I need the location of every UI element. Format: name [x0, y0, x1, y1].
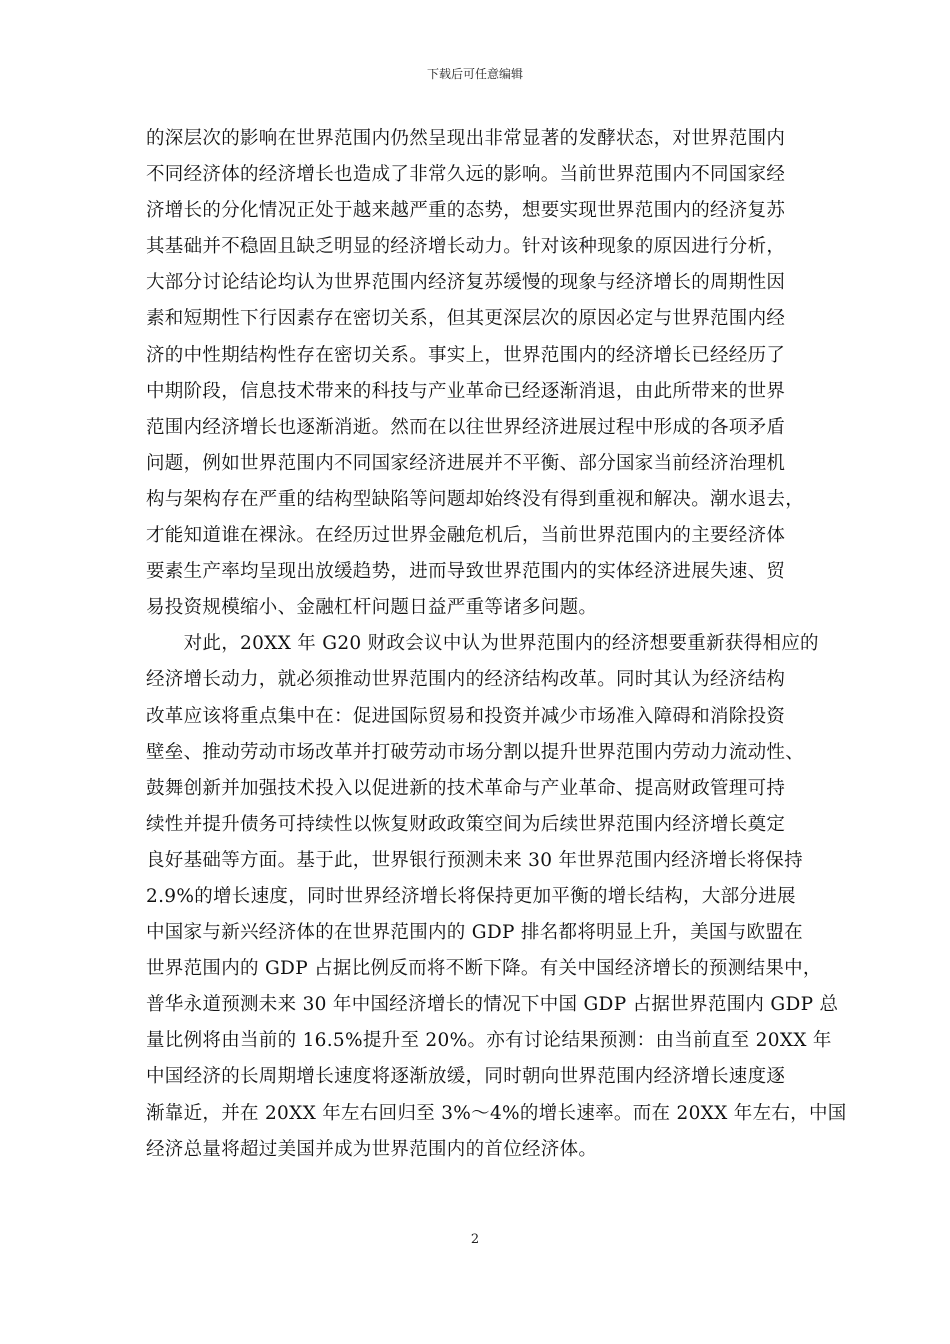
page-header: 下载后可任意编辑 — [426, 67, 523, 81]
text-line: 量比例将由当前的 16.5%提升至 20%。亦有讨论结果预测：由当前直至 20XX 年 — [146, 1030, 832, 1052]
text-line: 其基础并不稳固且缺乏明显的经济增长动力。针对该种现象的原因进行分析， — [146, 236, 786, 258]
text-line: 的深层次的影响在世界范围内仍然呈现出非常显著的发酵状态，对世界范围内 — [146, 128, 786, 149]
text-line: 济的中性期结构性存在密切关系。事实上，世界范围内的经济增长已经经历了 — [146, 344, 786, 366]
text-line: 壁垒、推动劳动市场改革并打破劳动市场分割以提升世界范围内劳动力流动性、 — [146, 741, 805, 763]
text-line: 鼓舞创新并加强技术投入以促进新的技术革命与产业革命、提高财政管理可持 — [146, 777, 786, 799]
text-line: 构与架构存在严重的结构型缺陷等问题却始终没有得到重视和解决。潮水退去， — [146, 488, 805, 510]
page-number: 2 — [470, 1232, 480, 1247]
text-line: 2.9%的增长速度，同时世界经济增长将保持更加平衡的增长结构，大部分进展 — [146, 885, 796, 907]
text-line: 素和短期性下行因素存在密切关系，但其更深层次的原因必定与世界范围内经 — [146, 308, 786, 330]
text-line: 中期阶段，信息技术带来的科技与产业革命已经逐渐消退，由此所带来的世界 — [146, 380, 786, 402]
text-line: 问题，例如世界范围内不同国家经济进展并不平衡、部分国家当前经济治理机 — [146, 452, 786, 474]
text-line: 良好基础等方面。基于此，世界银行预测未来 30 年世界范围内经济增长将保持 — [146, 849, 803, 871]
text-line: 渐靠近，并在 20XX 年左右回归至 3%～4%的增长速率。而在 20XX 年左右，中国 — [146, 1102, 847, 1124]
text-line: 不同经济体的经济增长也造成了非常久远的影响。当前世界范围内不同国家经 — [146, 164, 786, 186]
text-line: 经济增长动力，就必须推动世界范围内的经济结构改革。同时其认为经济结构 — [146, 669, 786, 691]
text-line: 范围内经济增长也逐渐消逝。然而在以往世界经济进展过程中形成的各项矛盾 — [146, 416, 786, 438]
text-line: 经济总量将超过美国并成为世界范围内的首位经济体。 — [146, 1138, 598, 1160]
text-line: 中国家与新兴经济体的在世界范围内的 GDP 排名都将明显上升，美国与欧盟在 — [146, 922, 803, 944]
text-line: 大部分讨论结论均认为世界范围内经济复苏缓慢的现象与经济增长的周期性因 — [146, 272, 786, 294]
text-line: 世界范围内的 GDP 占据比例反而将不断下降。有关中国经济增长的预测结果中， — [146, 958, 822, 980]
text-line: 要素生产率均呈现出放缓趋势，进而导致世界范围内的实体经济进展失速、贸 — [146, 561, 786, 583]
text-line: 普华永道预测未来 30 年中国经济增长的情况下中国 GDP 占据世界范围内 GDP 总 — [146, 994, 839, 1016]
text-line: 济增长的分化情况正处于越来越严重的态势，想要实现世界范围内的经济复苏 — [146, 200, 786, 222]
body-text — [146, 121, 847, 1168]
text-line: 续性并提升债务可持续性以恢复财政政策空间为后续世界范围内经济增长奠定 — [146, 813, 786, 835]
text-line: 才能知道谁在裸泳。在经历过世界金融危机后，当前世界范围内的主要经济体 — [146, 525, 786, 547]
text-line: 改革应该将重点集中在：促进国际贸易和投资并减少市场准入障碍和消除投资 — [146, 705, 786, 727]
text-line: 对此，20XX 年 G20 财政会议中认为世界范围内的经济想要重新获得相应的 — [146, 633, 819, 655]
text-line: 中国经济的长周期增长速度将逐渐放缓，同时朝向世界范围内经济增长速度逐 — [146, 1066, 786, 1088]
text-line: 易投资规模缩小、金融杠杆问题日益严重等诸多问题。 — [146, 597, 598, 619]
